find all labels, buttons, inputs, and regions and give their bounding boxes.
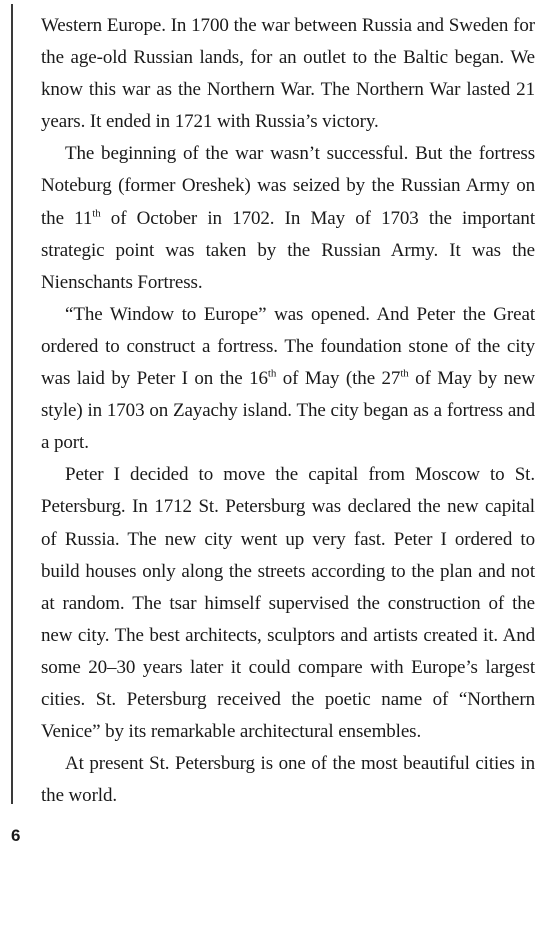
- text-run: Peter I decided to move the capital from Moscow to St. Petersburg. In 1712 St. Petersburg was declared the new capital of Russia. The new city went up very fast. Peter I ordered to build houses only along the streets according to the plan and not at random. The tsar himself supervised the construction of the new city. The best architects, sculptors and artists created it. And some 20–30 years later it could compare with Europe’s largest cities. St. Petersburg received the poetic name of “Northern Venice” by its remarkable architectural ensembles.: [41, 464, 535, 743]
- text-run: Western Europe. In 1700 the war between Russia and Sweden for the age-old Russian lands, for an outlet to the Baltic began. We know this war as the Northern War. The Northern War lasted 21 years. It ended in 1721 with Russia’s victory.: [41, 15, 535, 133]
- ordinal-suffix: th: [267, 367, 277, 380]
- paragraph: [41, 459, 535, 748]
- ordinal-suffix: th: [92, 207, 101, 220]
- paragraph: [41, 748, 535, 812]
- paragraph: [41, 138, 535, 298]
- text-run: “The Window to Europe” was opened. And Peter the Great ordered to construct a fortress. The foundation stone of the city was laid by Peter I on the 16: [41, 303, 535, 390]
- text-run: At present St. Petersburg is one of the most beautiful cities in the world.: [41, 753, 535, 807]
- text-run: of May (the 27: [276, 368, 401, 390]
- body-text: [41, 10, 535, 812]
- ordinal-suffix: th: [400, 367, 409, 380]
- text-run: The beginning of the war wasn’t successful. But the fortress Noteburg (former Oreshek) was seized by the Russian Army on the 11: [41, 143, 535, 229]
- text-run: of May by new style) in 1703 on Zayachy island. The city began as a fortress and a port.: [41, 368, 535, 454]
- text-run: of October in 1702. In May of 1703 the important strategic point was taken by the Russian Army. It was the Nienschants Fortress.: [41, 207, 535, 293]
- margin-rule: [11, 4, 13, 804]
- paragraph: [41, 10, 535, 138]
- paragraph: [41, 299, 535, 459]
- page-number: 6: [11, 826, 21, 845]
